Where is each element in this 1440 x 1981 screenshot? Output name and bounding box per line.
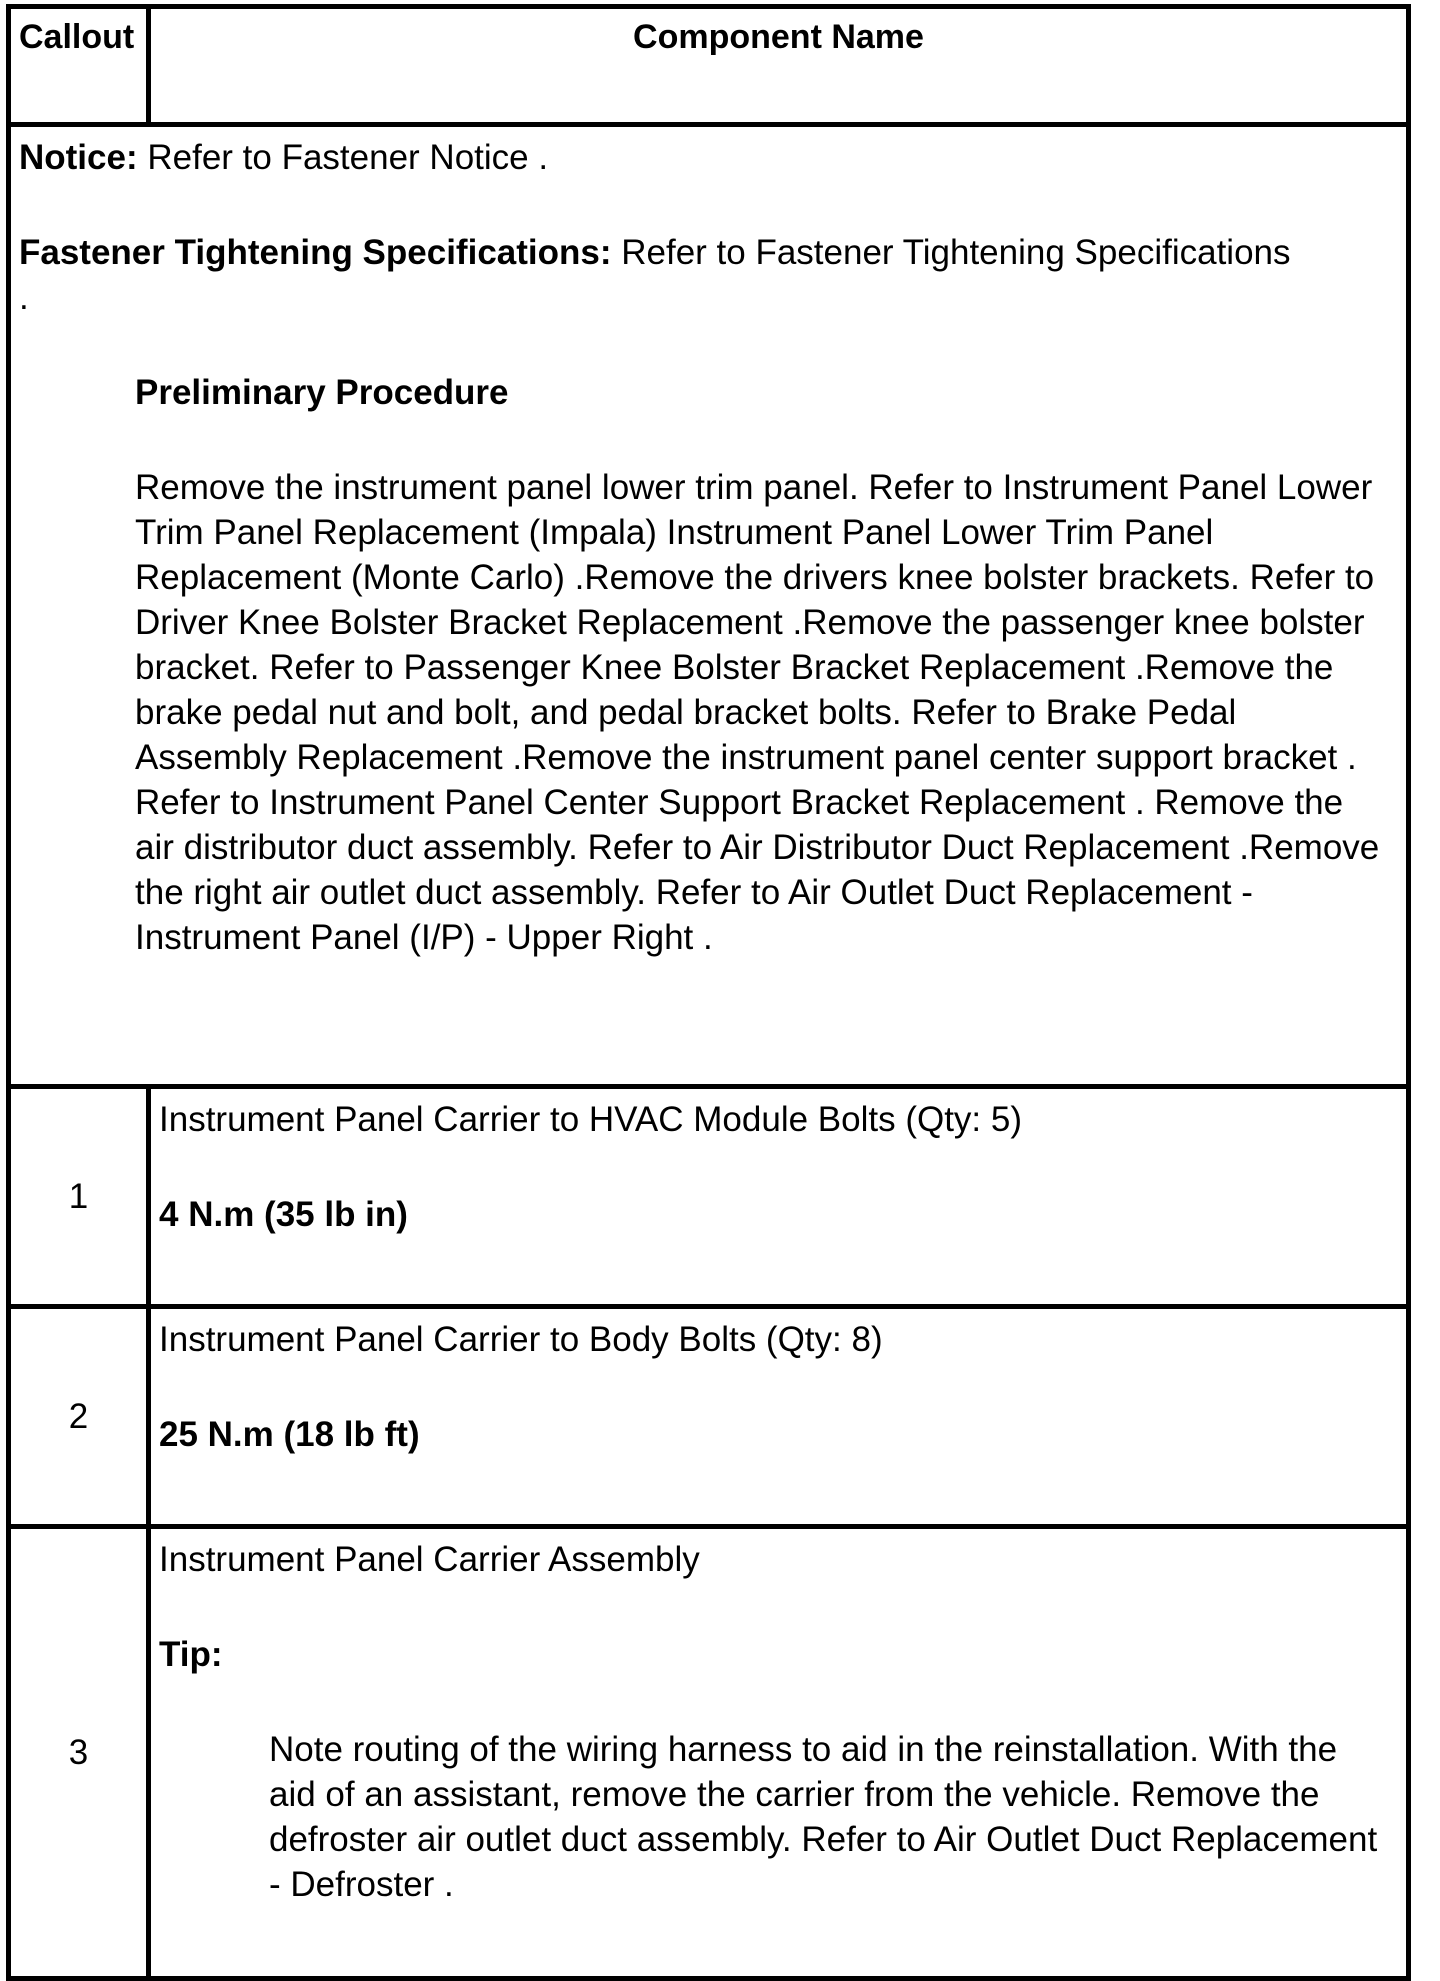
fastener-spec-label: Fastener Tightening Specifications: [19, 233, 612, 272]
callout-number: 3 [9, 1527, 149, 1979]
component-cell [149, 1087, 1409, 1307]
header-row [9, 7, 1409, 125]
component-name: Instrument Panel Carrier to HVAC Module Bolts (Qty: 5) [159, 1100, 1022, 1139]
tip-text: Note routing of the wiring harness to aid in the reinstallation. With the aid of an assistant, remove the carrier from the vehicle. Remove the defroster air outlet duct assembly. Refer to Air Outlet Duct Replacement - Defroster . [269, 1730, 1378, 1904]
callout-number: 2 [9, 1307, 149, 1527]
torque-spec: 4 N.m (35 lb in) [159, 1195, 408, 1234]
tip-label: Tip: [159, 1635, 223, 1674]
component-name-column-header: Component Name [149, 7, 1409, 125]
fastener-spec-line [19, 230, 1396, 275]
table-row [9, 1307, 1409, 1527]
callout-number: 1 [9, 1087, 149, 1307]
component-name: Instrument Panel Carrier Assembly [159, 1540, 700, 1579]
component-cell [149, 1527, 1409, 1979]
fastener-spec-period: . [19, 278, 29, 317]
intro-cell [9, 125, 1409, 1087]
fastener-spec-text: Refer to Fastener Tightening Specifications [611, 233, 1291, 272]
callout-column-header: Callout [9, 7, 149, 125]
table-row [9, 1527, 1409, 1979]
component-table [6, 4, 1411, 1981]
preliminary-procedure-text: Remove the instrument panel lower trim panel. Refer to Instrument Panel Lower Trim Panel Replacement (Impala) Instrument Panel Lower Trim Panel Replacement (Monte Carlo) .Remove the drivers knee bolster brackets. Refer to Driver Knee Bolster Bracket Replacement .Remove the passenger knee bolster bracket. Refer to Passenger Knee Bolster Bracket Replacement .Remove the brake pedal nut and bolt, and pedal bracket bolts. Refer to Brake Pedal Assembly Replacement .Remove the instrument panel center support bracket . Refer to Instrument Panel Center Support Bracket Replacement . Remove the air distributor duct assembly. Refer to Air Distributor Duct Replacement .Remove the right air outlet duct assembly. Refer to Air Outlet Duct Replacement - Instrument Panel (I/P) - Upper Right . [135, 468, 1380, 957]
preliminary-procedure-heading: Preliminary Procedure [135, 373, 509, 412]
notice-text: Refer to Fastener Notice . [137, 138, 549, 177]
notice-line [19, 135, 1396, 180]
component-cell [149, 1307, 1409, 1527]
table-row [9, 1087, 1409, 1307]
component-name: Instrument Panel Carrier to Body Bolts (Qty: 8) [159, 1320, 883, 1359]
intro-row [9, 125, 1409, 1087]
torque-spec: 25 N.m (18 lb ft) [159, 1415, 420, 1454]
notice-label: Notice: [19, 138, 138, 177]
